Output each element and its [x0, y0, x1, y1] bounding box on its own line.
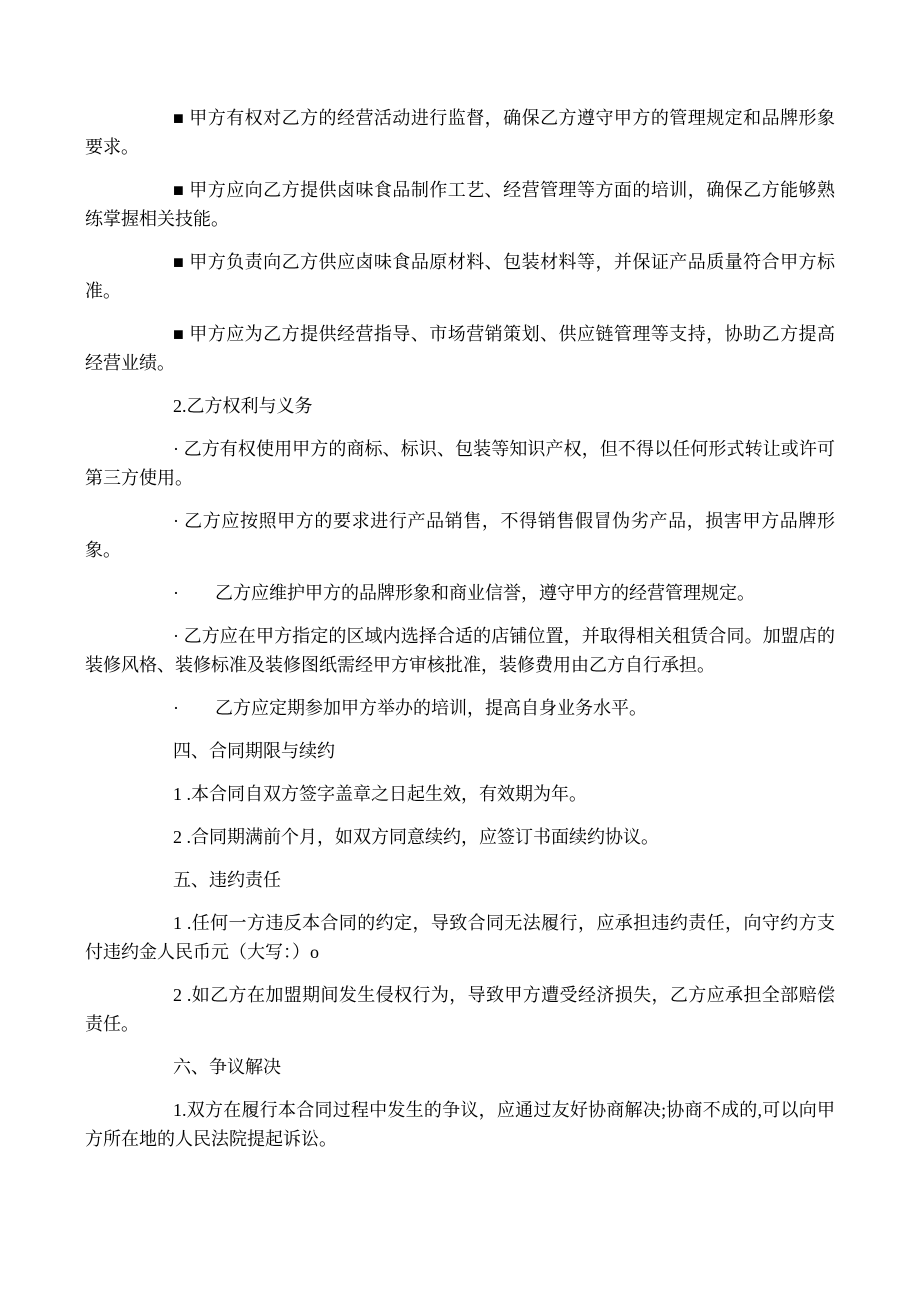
contract-bullet-paragraph: ■ 甲方有权对乙方的经营活动进行监督，确保乙方遵守甲方的管理规定和品牌形象要求。: [85, 108, 835, 157]
contract-bullet-paragraph: ■ 甲方负责向乙方供应卤味食品原材料、包装材料等，并保证产品质量符合甲方标准。: [85, 252, 835, 301]
contract-bullet-paragraph: ■ 甲方应为乙方提供经营指导、市场营销策划、供应链管理等支持，协助乙方提高经营业绩。: [85, 324, 835, 373]
contract-numbered-clause: 2 .如乙方在加盟期间发生侵权行为，导致甲方遭受经济损失，乙方应承担全部赔偿责任。: [85, 985, 835, 1034]
contract-bullet-paragraph: ■ 甲方应向乙方提供卤味食品制作工艺、经营管理等方面的培训，确保乙方能够熟练掌握相关技能。: [85, 180, 835, 229]
contract-section-heading: 四、合同期限与续约: [173, 741, 335, 761]
contract-dot-bullet-paragraph: · 乙方有权使用甲方的商标、标识、包装等知识产权，但不得以任何形式转让或许可第三方使用。: [85, 439, 835, 488]
contract-dot-bullet-paragraph: · 乙方应维护甲方的品牌形象和商业信誉，遵守甲方的经营管理规定。: [173, 583, 755, 603]
contract-dot-bullet-paragraph: · 乙方应在甲方指定的区域内选择合适的店铺位置，并取得相关租赁合同。加盟店的装修风格、装修标准及装修图纸需经甲方审核批准，装修费用由乙方自行承担。: [85, 626, 835, 675]
contract-numbered-clause: 1 .本合同自双方签字盖章之日起生效，有效期为年。: [173, 784, 587, 804]
contract-dot-bullet-paragraph: · 乙方应定期参加甲方举办的培训，提高自身业务水平。: [173, 698, 647, 718]
contract-subsection-heading: 2.乙方权利与义务: [173, 396, 313, 416]
contract-numbered-clause: 1.双方在履行本合同过程中发生的争议，应通过友好协商解决;协商不成的,可以向甲方所在地的人民法院提起诉讼。: [85, 1100, 835, 1149]
contract-numbered-clause: 2 .合同期满前个月，如双方同意续约，应签订书面续约协议。: [173, 827, 659, 847]
contract-section-heading: 五、违约责任: [173, 870, 281, 890]
contract-dot-bullet-paragraph: · 乙方应按照甲方的要求进行产品销售，不得销售假冒伪劣产品，损害甲方品牌形象。: [85, 511, 835, 560]
contract-numbered-clause: 1 .任何一方违反本合同的约定，导致合同无法履行，应承担违约责任，向守约方支付违约金人民币元（大写：）o: [85, 913, 835, 962]
contract-section-heading: 六、争议解决: [173, 1057, 281, 1077]
